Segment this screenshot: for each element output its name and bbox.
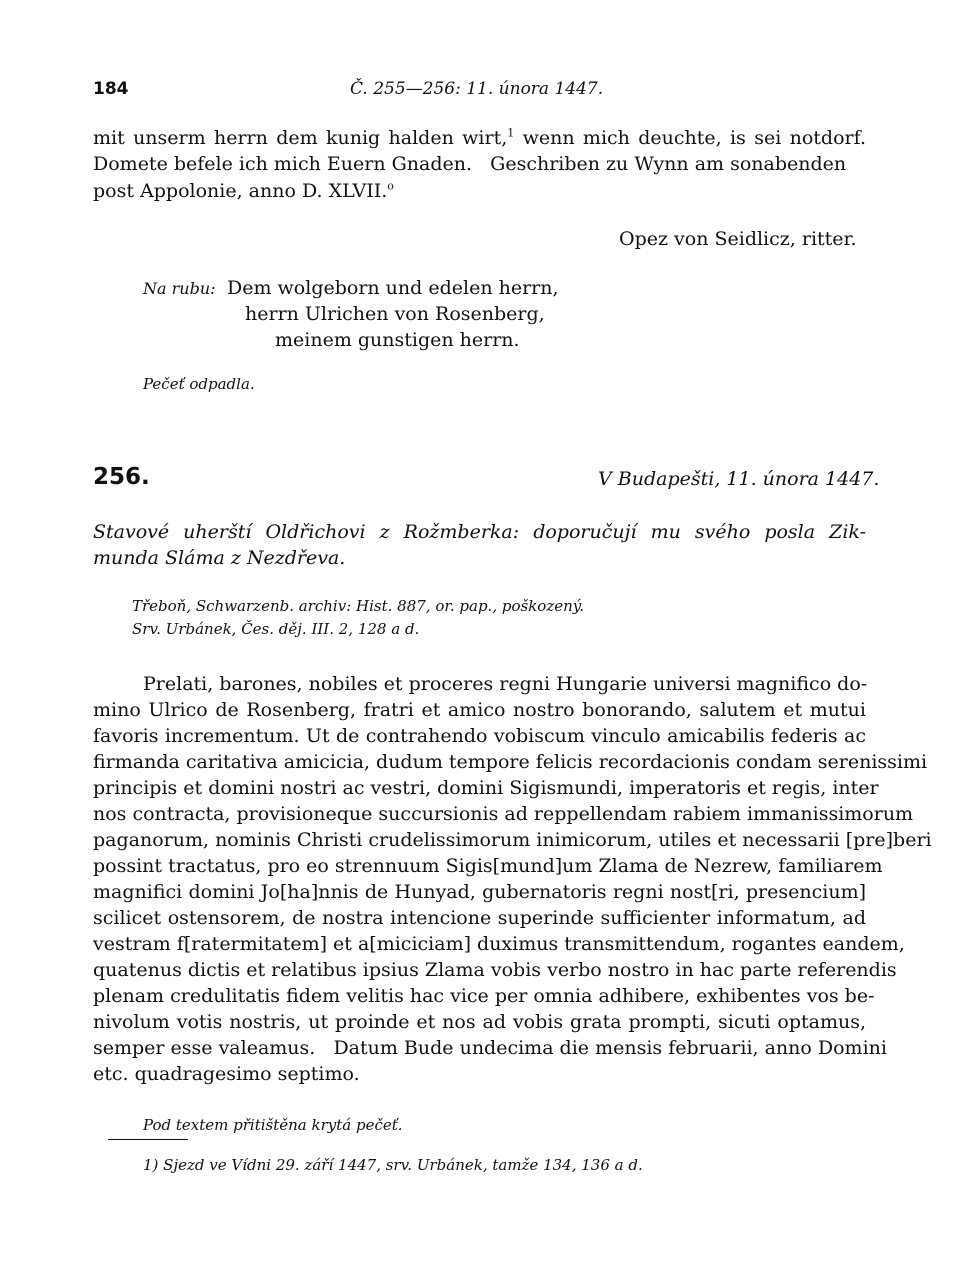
text-line: scilicet ostensorem, de nostra intencione superinde sufficienter informatum, ad <box>93 907 866 929</box>
entry-summary-line: Stavové uherští Oldřichovi z Rožmberka: doporučují mu svého posla Zik- <box>93 521 866 543</box>
entry-summary-line: munda Sláma z Nezdřeva. <box>93 547 346 569</box>
text-line: magnifici domini Jo[ha]nnis de Hunyad, gubernatoris regni nost[ri, presencium] <box>93 881 866 903</box>
text-line: mino Ulrico de Rosenberg, fratri et amico nostro bonorando, salutem et mutui <box>93 699 866 721</box>
letter-line: mit unserm herrn dem kunig halden wirt,$^1$ wenn mich deuchte, is sei notdorf. <box>93 126 866 149</box>
footnote: 1) Sjezd ve Vídni 29. září 1447, srv. Urbánek, tamže 134, 136 a d. <box>143 1156 643 1174</box>
address-line: meinem gunstigen herrn. <box>275 329 520 351</box>
entry-place-date: V Budapešti, 11. února 1447. <box>598 468 880 490</box>
footnote-ref: 1 <box>507 126 515 140</box>
seal-note: Pečeť odpadla. <box>143 375 255 393</box>
address-label: Na rubu: <box>143 279 216 298</box>
source-line: Třeboň, Schwarzenb. archiv: Hist. 887, or. pap., poškozený. <box>132 597 585 615</box>
entry-number: 256. <box>93 464 150 490</box>
text-line: quatenus dictis et relatibus ipsius Zlama vobis verbo nostro in hac parte referendis <box>93 959 897 981</box>
letter-line: post Appolonie, anno D. XLVII.$^o$ <box>93 179 394 202</box>
text-line: favoris incrementum. Ut de contrahendo vobiscum vinculo amicabilis federis ac <box>93 725 866 747</box>
signature: Opez von Seidlicz, ritter. <box>619 228 857 250</box>
text-line: firmanda caritativa amicicia, dudum tempore felicis recordacionis condam serenissimi <box>93 751 928 773</box>
source-line: Srv. Urbánek, Čes. děj. III. 2, 128 a d. <box>132 620 420 638</box>
footnote-divider <box>108 1139 188 1140</box>
text-line: paganorum, nominis Christi crudelissimorum inimicorum, utiles et necessarii [pre]beri <box>93 829 932 851</box>
text-line: possint tractatus, pro eo strennuum Sigis[mund]um Zlama de Nezrew, familiarem <box>93 855 883 877</box>
seal-note: Pod textem přitištěna krytá pečeť. <box>143 1116 403 1134</box>
text-line: semper esse valeamus. Datum Bude undecima die mensis februarii, anno Domini <box>93 1037 887 1059</box>
text-line: nos contracta, provisioneque succursionis ad reppellendam rabiem immanissimorum <box>93 803 914 825</box>
text-line: Prelati, barones, nobiles et proceres regni Hungarie universi magnifico do- <box>143 673 868 695</box>
text-line: principis et domini nostri ac vestri, domini Sigismundi, imperatoris et regis, inter <box>93 777 879 799</box>
text-line: plenam credulitatis fidem velitis hac vice per omnia adhibere, exhibentes vos be- <box>93 985 875 1007</box>
text-line: vestram f[ratermitatem] et a[miciciam] duximus transmittendum, rogantes eandem, <box>93 933 905 955</box>
address-line: Dem wolgeborn und edelen herrn, <box>227 277 559 299</box>
text-line: etc. quadragesimo septimo. <box>93 1063 360 1085</box>
running-title: Č. 255—256: 11. února 1447. <box>350 79 604 99</box>
address-line: herrn Ulrichen von Rosenberg, <box>245 303 545 325</box>
page-number: 184 <box>93 79 129 99</box>
letter-line: Domete befele ich mich Euern Gnaden. Geschriben zu Wynn am sonabenden <box>93 153 847 175</box>
text-line: nivolum votis nostris, ut proinde et nos ad vobis grata prompti, sicuti optamus, <box>93 1011 866 1033</box>
